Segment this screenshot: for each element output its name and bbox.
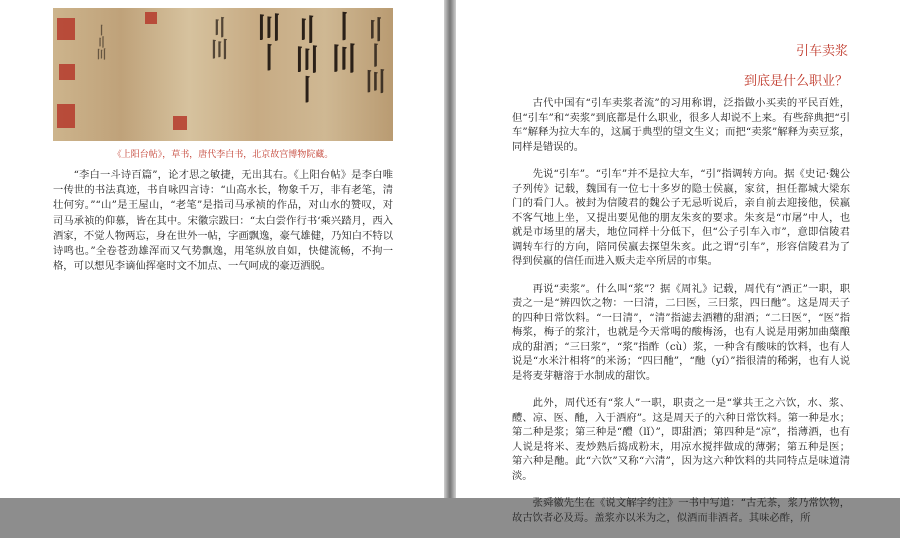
seal-stamp (173, 116, 187, 130)
body-paragraph: “李白一斗诗百篇”，论才思之敏捷，无出其右。《上阳台帖》是李白唯一传世的书法真迹，书自咏四言诗：“山高水长，物象千万，非有老笔，清壮何穷。”“山”是王屋山，“老笔”是指司马承祯的作品，对山水的赞叹，对司马承祯的仰慕，皆在其中。宋徽宗跋曰：“太白尝作行书‘乘兴踏月，西入酒家，不觉人物两忘，身在世外一帖，字画飘逸，豪气雄健，乃知白不特以诗鸣也。”全卷苍劲雄浑而又气势飘逸，用笔纵放自如，快健流畅，不拘一格，可以想见李谪仙挥毫时文不加点、一气呵成的豪迈洒脱。 (53, 169, 393, 273)
article-title: 引车卖浆 (795, 44, 848, 59)
image-caption: 《上阳台帖》，草书，唐代李白书，北京故宫博物院藏。 (112, 150, 334, 160)
seal-stamp (145, 12, 157, 24)
brush-stroke: 〡〢〣 (94, 24, 108, 60)
left-page (0, 0, 444, 498)
body-paragraph: 先说“引车”。“引车”并不是拉大车，“引”指调转方向。据《史记·魏公子列传》记载，魏国有一位七十多岁的隐士侯嬴，家贫，担任都城大梁东门的看门人。被封为信陵君的魏公子无忌听说后，亲自前去迎接他，侯嬴不客气地上坐，又提出要见他的朋友朱亥的要求。朱亥是“市屠”中人，也就是市场里的屠夫，地位同样十分低下，但“公子引车入市”，意即信陵君调转车行的方向，陪同侯嬴去探望朱亥。此之谓“引车”，形容信陵君为了得到侯嬴的信任而进入贩夫走卒所居的市集。 (512, 168, 850, 267)
brush-stroke: 〢〣〡 (286, 14, 321, 104)
body-paragraph: 此外，周代还有“浆人”一职，职责之一是“掌共王之六饮，水、浆、醴、凉、医、酏，入于酒府”。这是周天子的六种日常饮料。第一种是水；第二种是浆；第三种是“醴（lǐ）”，即甜酒；第四种是“凉”，指薄酒，也有人说是将米、麦炒熟后捣成粉末，用凉水搅拌做成的薄粥；第五种是医；第六种是酏。此“六饮”又称“六清”，因为这六种饮料的共同特点是味道清淡。 (512, 397, 850, 482)
article-body (512, 96, 850, 538)
brush-stroke: 〢〣 (205, 16, 231, 60)
book-spine (444, 0, 456, 498)
brush-stroke: 〣〡 (248, 12, 283, 72)
seal-stamp (59, 64, 75, 80)
right-page (456, 0, 900, 524)
body-paragraph: 再说“卖浆”。什么叫“浆”？据《周礼》记载，周代有“酒正”一职，职责之一是“辨四饮之物：一曰清，二曰医，三曰浆，四曰酏”。这是周天子的四种日常饮料。“一曰清”，“清”指滤去酒糟的甜酒；“二曰医”，“医”指梅浆，梅子的浆汁，也就是今天常喝的酸梅汤，也有人说是用粥加曲蘖酿成的甜酒；“三曰浆”，“浆”指酢（cù）浆，一种含有酸味的饮料，也有人说是“水米汁相将”的米汤；“四曰酏”，“酏（yí）”指很清的稀粥，也有人说是将麦芽糖溶于水制成的甜饮。 (512, 282, 850, 382)
brush-stroke: 〡〣 (323, 10, 361, 74)
calligraphy-scroll-image (53, 8, 393, 141)
seal-stamp (57, 104, 75, 128)
body-paragraph: 古代中国有“引车卖浆者流”的习用称谓，泛指做小买卖的平民百姓，但“引车”和“卖浆”到底都是什么职业，很多人却说不上来。有些辞典把“引车”解释为拉大车的，这属于典型的望文生义；而把“卖浆”解释为卖豆浆，同样是错误的。 (512, 97, 850, 153)
body-paragraph: 张舜徽先生在《说文解字约注》一书中写道：“古无茶，浆乃常饮物，故古饮者必及焉。盖浆亦以米为之，似酒而非酒者。其味必酢，所 (512, 497, 850, 524)
brush-stroke: 〢〡〣 (358, 16, 388, 94)
article-subtitle: 到底是什么职业？ (743, 74, 848, 89)
seal-stamp (57, 18, 75, 40)
